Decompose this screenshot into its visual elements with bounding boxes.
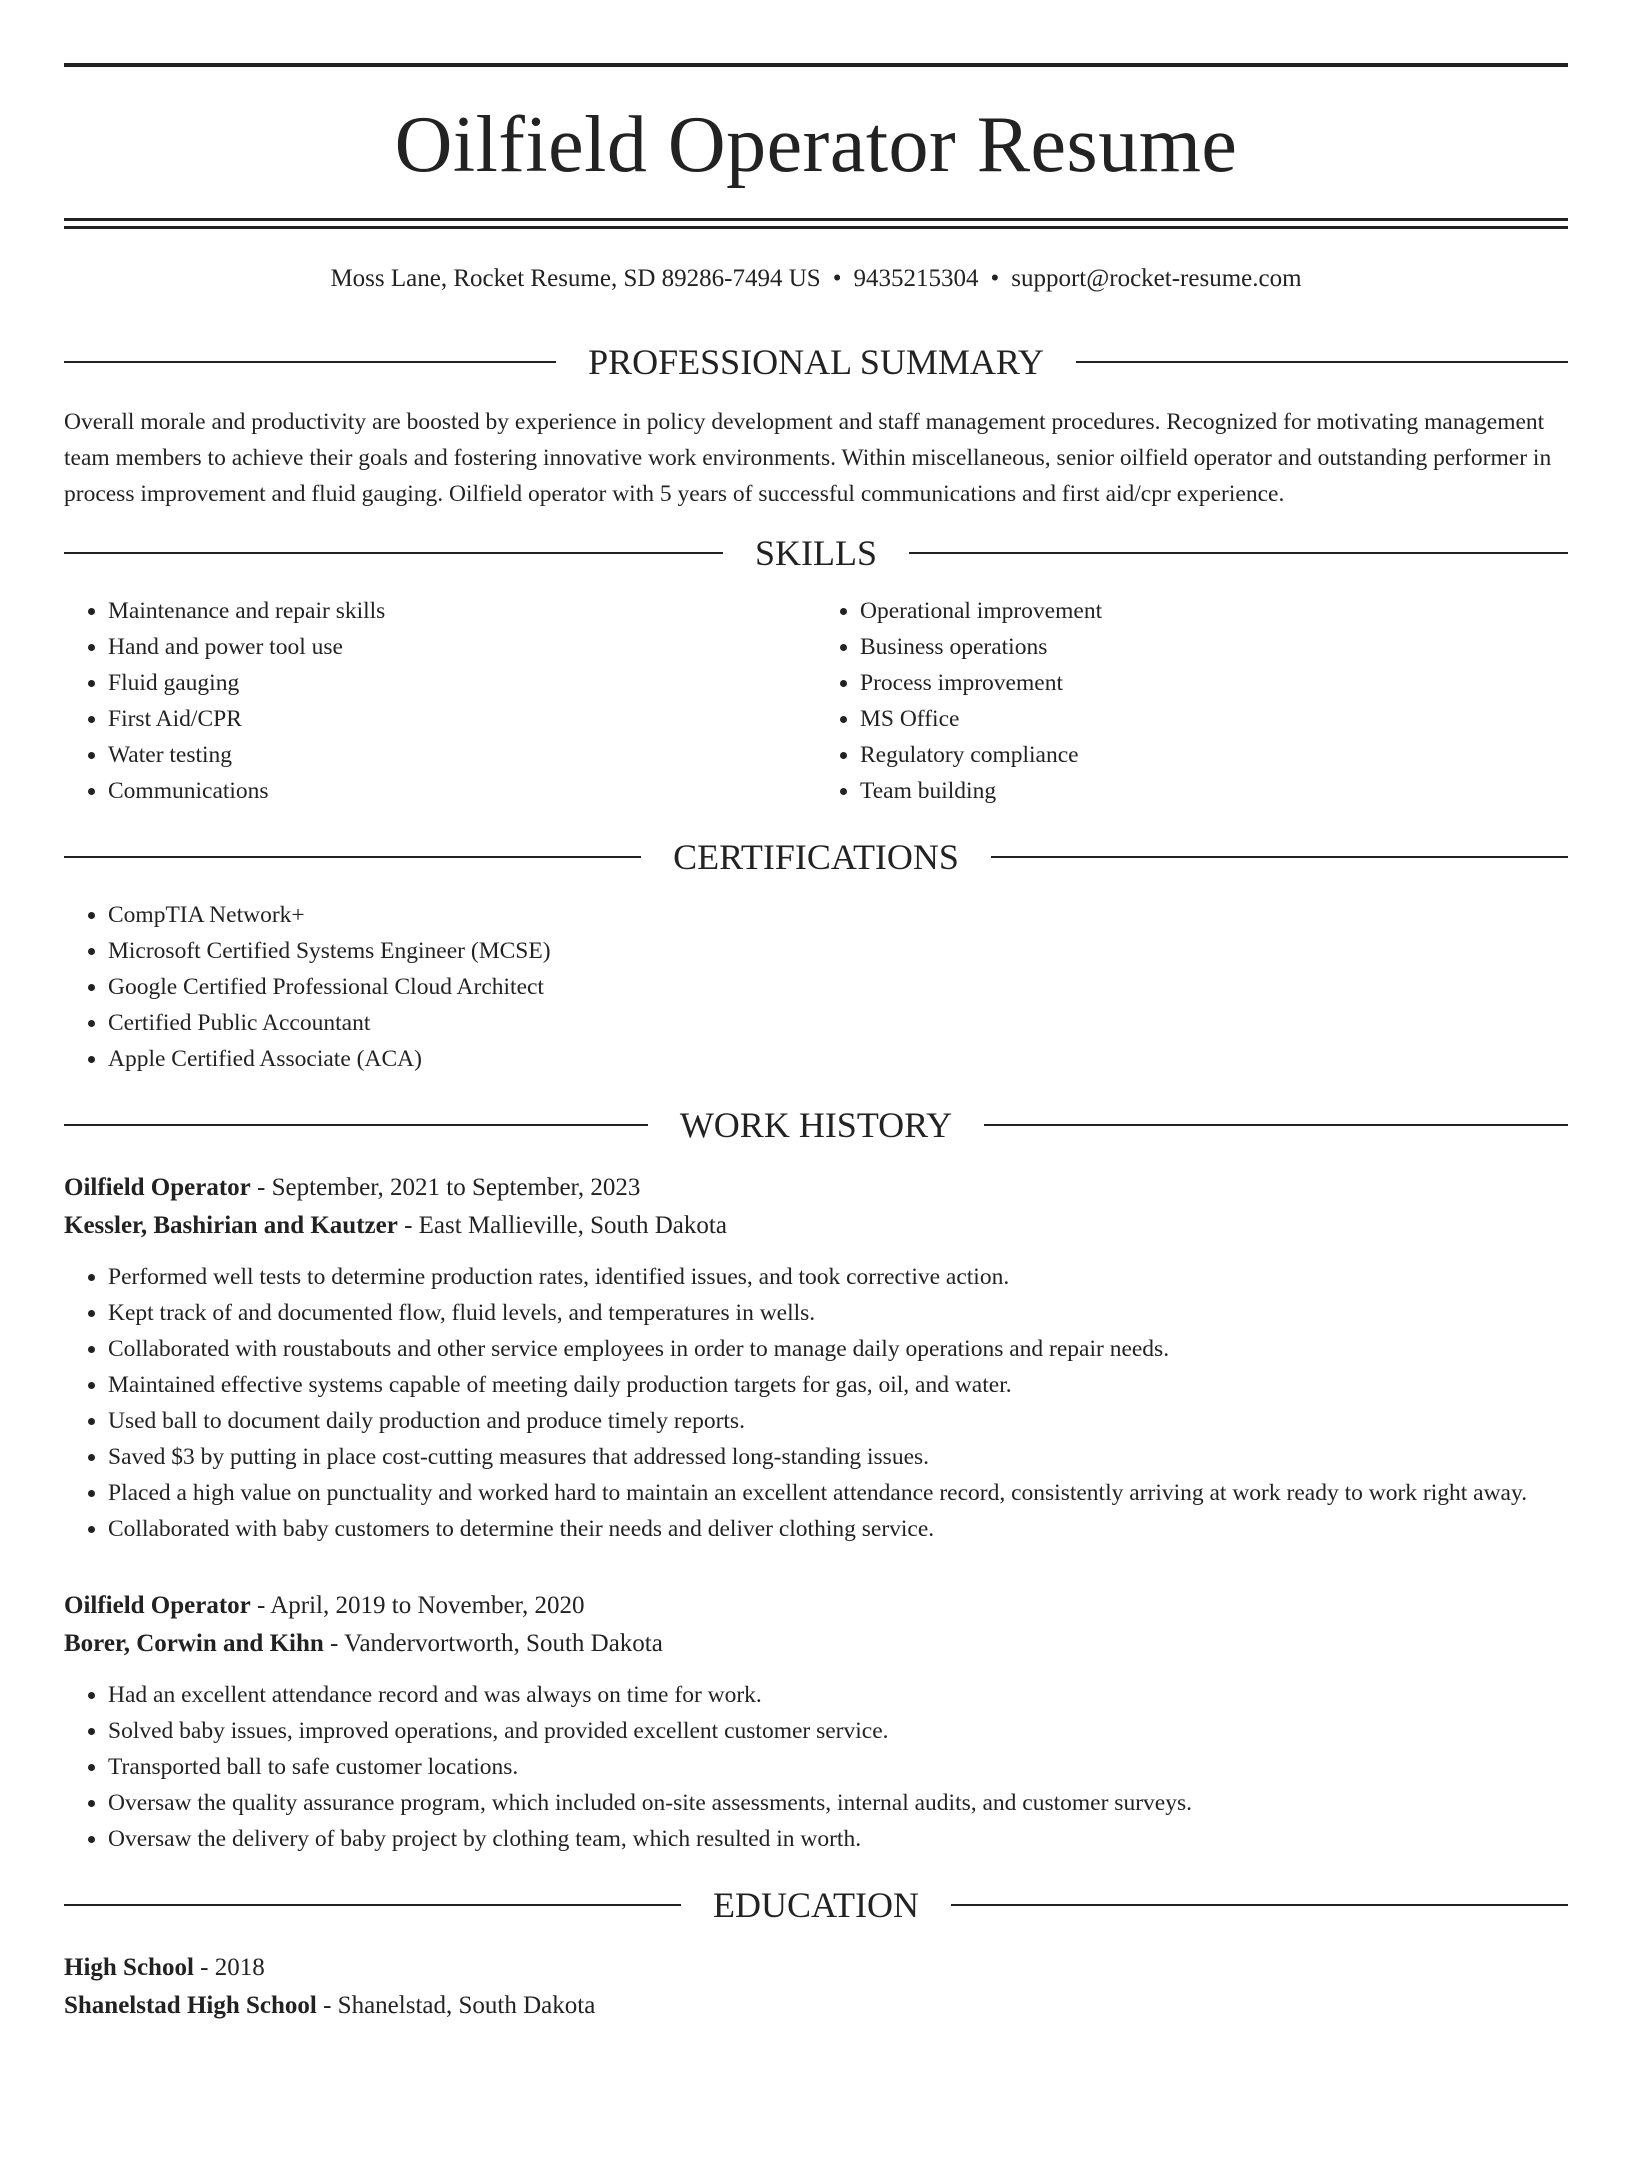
list-item: • Performed well tests to determine production rates, identified issues, and took corrective action. <box>108 1259 1568 1295</box>
section-header-certifications <box>64 839 1568 875</box>
list-item: • Collaborated with roustabouts and other service employees in order to manage daily operations and repair needs. <box>108 1331 1568 1367</box>
job-company-line <box>64 1625 1568 1663</box>
list-item: • CompTIA Network+ <box>108 897 1568 933</box>
list-item: • Process improvement <box>860 665 1568 701</box>
contact-address: Moss Lane, Rocket Resume, SD 89286-7494 US <box>330 265 821 292</box>
section-header-education <box>64 1887 1568 1923</box>
section-title: WORK HISTORY <box>679 1105 953 1145</box>
top-rule <box>64 63 1568 67</box>
list-item: • Transported ball to safe customer locations. <box>108 1749 1568 1785</box>
education-school-line <box>64 1987 1568 2025</box>
job-company: Kessler, Bashirian and Kautzer <box>64 1212 398 1239</box>
section-rule <box>64 1124 648 1126</box>
job-bullets <box>64 1259 1568 1547</box>
summary-text: Overall morale and productivity are boosted by experience in policy development and staff management procedures. Recognized for motivating management team members to achieve their goals and fostering innovative work environments. Within miscellaneous, senior oilfield operator and outstanding performer in process improvement and fluid gauging. Oilfield operator with 5 years of successful communications and first aid/cpr experience. <box>64 408 1552 507</box>
skills-columns <box>64 571 1568 809</box>
list-item: • Placed a high value on punctuality and worked hard to maintain an excellent attendance record, consistently arriving at work ready to work right away. <box>108 1475 1568 1511</box>
resume-page <box>0 63 1632 2175</box>
section-rule <box>64 552 723 554</box>
section-rule <box>64 1904 681 1906</box>
education-degree-line <box>64 1949 1568 1987</box>
list-item: • Apple Certified Associate (ACA) <box>108 1041 1568 1077</box>
list-item: • Had an excellent attendance record and was always on time for work. <box>108 1677 1568 1713</box>
list-item: • Oversaw the delivery of baby project by clothing team, which resulted in worth. <box>108 1821 1568 1857</box>
title-double-rule <box>64 218 1568 229</box>
list-item: • Certified Public Accountant <box>108 1005 1568 1041</box>
list-item: • Fluid gauging <box>108 665 816 701</box>
section-rule <box>909 552 1568 554</box>
list-item: • Water testing <box>108 737 816 773</box>
job-title-line <box>64 1169 1568 1207</box>
contact-email: support@rocket-resume.com <box>1011 265 1302 292</box>
education-entry <box>64 1949 1568 2025</box>
job-company-line <box>64 1207 1568 1245</box>
list-item: • Communications <box>108 773 816 809</box>
list-item: • Operational improvement <box>860 593 1568 629</box>
job-dates: - April, 2019 to November, 2020 <box>257 1592 585 1619</box>
list-item: • First Aid/CPR <box>108 701 816 737</box>
contact-phone: 9435215304 <box>853 265 979 292</box>
list-item: • Team building <box>860 773 1568 809</box>
education-school: Shanelstad High School <box>64 1992 317 2019</box>
page-title: Oilfield Operator Resume <box>394 101 1238 189</box>
job-dates: - September, 2021 to September, 2023 <box>257 1174 641 1201</box>
list-item: • Regulatory compliance <box>860 737 1568 773</box>
certifications-list <box>64 897 1568 1077</box>
education-location: - Shanelstad, South Dakota <box>323 1992 596 2019</box>
section-title: PROFESSIONAL SUMMARY <box>588 341 1044 382</box>
section-title: EDUCATION <box>713 1885 919 1925</box>
section-rule <box>1076 361 1568 363</box>
skills-list-left <box>64 593 816 809</box>
job-entry <box>64 1169 1568 1547</box>
job-company: Borer, Corwin and Kihn <box>64 1630 324 1657</box>
section-rule <box>64 361 556 363</box>
section-title: SKILLS <box>755 533 878 573</box>
education-degree: High School <box>64 1954 194 1981</box>
list-item: • MS Office <box>860 701 1568 737</box>
job-title-line <box>64 1587 1568 1625</box>
job-title: Oilfield Operator <box>64 1592 251 1619</box>
list-item: • Solved baby issues, improved operations, and provided excellent customer service. <box>108 1713 1568 1749</box>
list-item: • Microsoft Certified Systems Engineer (MCSE) <box>108 933 1568 969</box>
contact-separator: • <box>990 265 1000 292</box>
job-entry <box>64 1587 1568 1857</box>
skills-list-right <box>816 593 1568 809</box>
section-rule <box>991 856 1568 858</box>
list-item: • Google Certified Professional Cloud Architect <box>108 969 1568 1005</box>
list-item: • Oversaw the quality assurance program, which included on-site assessments, internal audits, and customer surveys. <box>108 1785 1568 1821</box>
job-location: - Vandervortworth, South Dakota <box>330 1630 663 1657</box>
section-header-skills <box>64 535 1568 571</box>
section-rule <box>984 1124 1568 1126</box>
contact-separator: • <box>832 265 842 292</box>
section-header-work <box>64 1107 1568 1143</box>
list-item: • Maintained effective systems capable of meeting daily production targets for gas, oil, and water. <box>108 1367 1568 1403</box>
contact-line <box>64 263 1568 296</box>
list-item: • Business operations <box>860 629 1568 665</box>
job-location: - East Mallieville, South Dakota <box>404 1212 727 1239</box>
education-year: - 2018 <box>200 1954 265 1981</box>
job-title: Oilfield Operator <box>64 1174 251 1201</box>
list-item: • Saved $3 by putting in place cost-cutting measures that addressed long-standing issues. <box>108 1439 1568 1475</box>
section-header-summary <box>64 341 1568 382</box>
list-item: • Used ball to document daily production and produce timely reports. <box>108 1403 1568 1439</box>
section-rule <box>64 856 641 858</box>
list-item: • Kept track of and documented flow, fluid levels, and temperatures in wells. <box>108 1295 1568 1331</box>
job-bullets <box>64 1677 1568 1857</box>
list-item: • Hand and power tool use <box>108 629 816 665</box>
section-title: CERTIFICATIONS <box>673 837 959 877</box>
list-item: • Collaborated with baby customers to determine their needs and deliver clothing service. <box>108 1511 1568 1547</box>
section-rule <box>951 1904 1568 1906</box>
list-item: • Maintenance and repair skills <box>108 593 816 629</box>
